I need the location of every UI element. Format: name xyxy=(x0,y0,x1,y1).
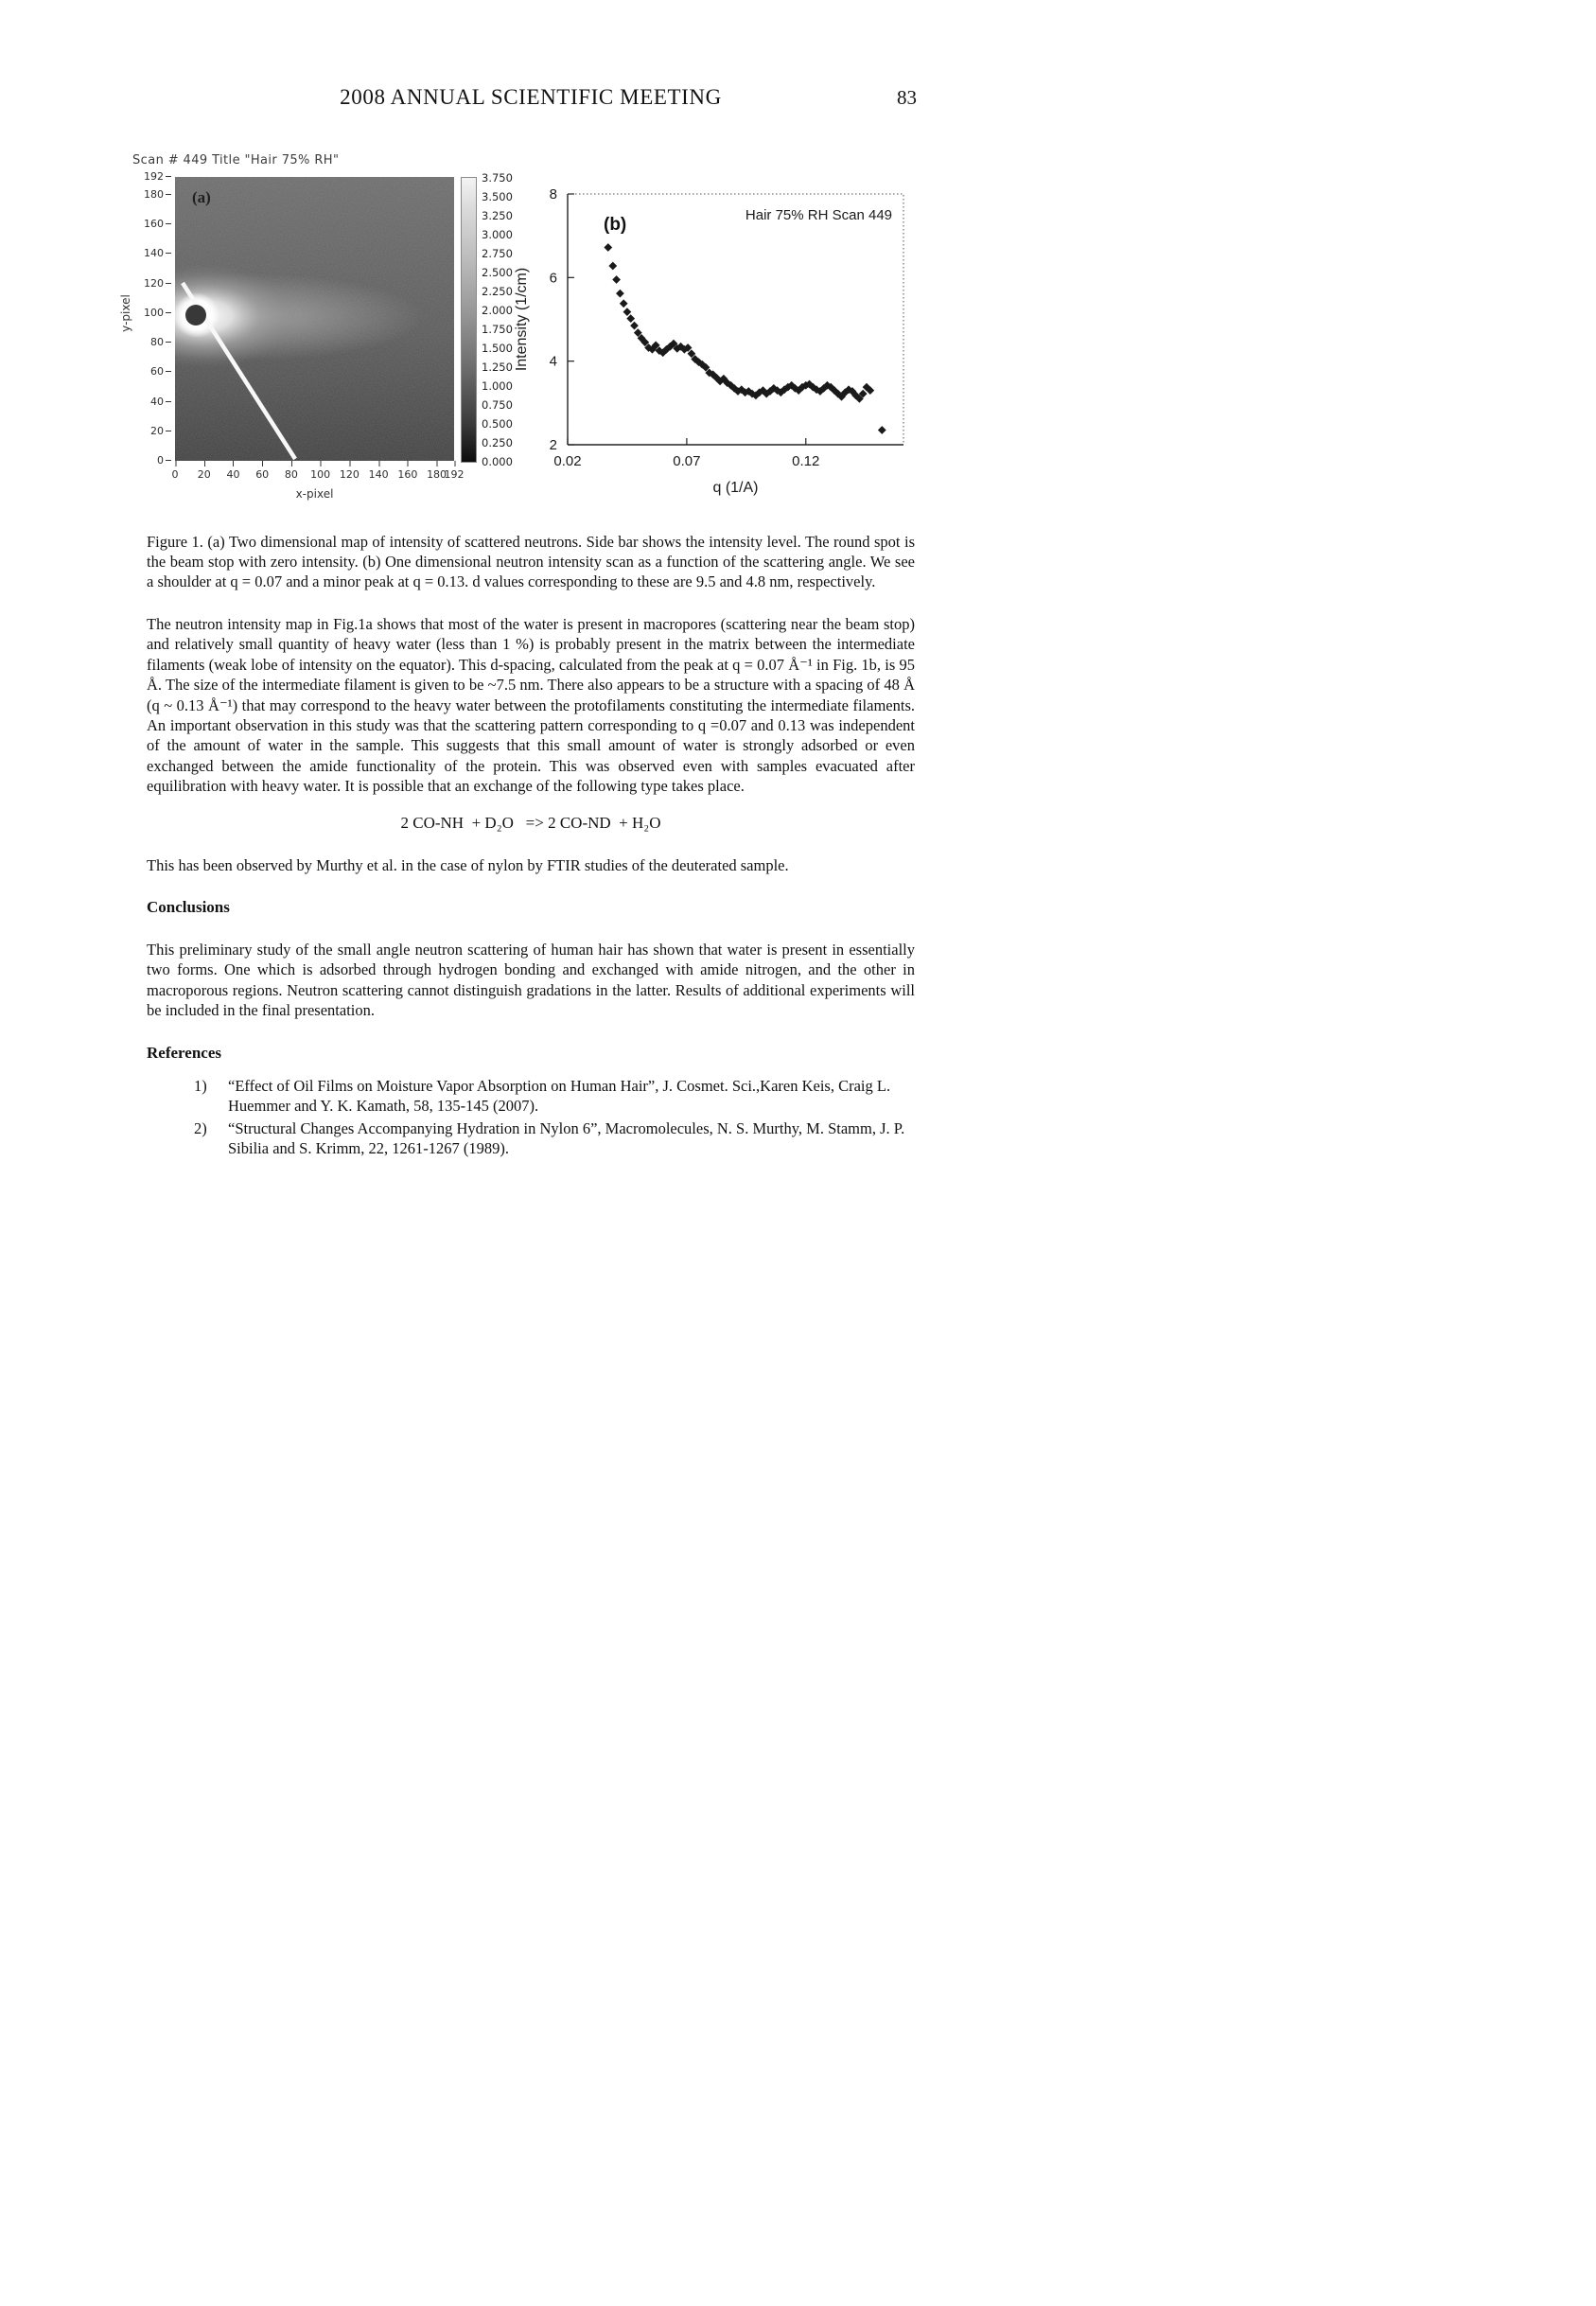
colorbar-tick-label: 1.000 xyxy=(482,379,513,393)
y-tick-label: 140 xyxy=(135,247,164,259)
y-tick-label: 8 xyxy=(549,186,557,202)
colorbar-tick-label: 3.250 xyxy=(482,209,513,222)
x-tick-label: 80 xyxy=(284,468,298,481)
x-tick-label: 180 xyxy=(427,468,447,481)
conclusions-heading: Conclusions xyxy=(147,898,230,917)
data-point xyxy=(616,290,624,298)
panel-b-scatter-plot xyxy=(511,183,937,500)
beam-stop-spot xyxy=(185,305,206,326)
colorbar-tick-label: 0.750 xyxy=(482,398,513,412)
panel-a-y-axis-label: y-pixel xyxy=(118,294,132,332)
reference-text: “Structural Changes Accompanying Hydration in Nylon 6”, Macromolecules, N. S. Murthy, M. Stamm, J. P. Sibilia and S. Krimm, 22, 1261-1267 (1989). xyxy=(228,1118,905,1157)
colorbar-tick-label: 3.500 xyxy=(482,190,513,203)
y-tick-label: 2 xyxy=(549,437,557,453)
colorbar-tick-label: 3.750 xyxy=(482,171,513,185)
y-tick-label: 192 xyxy=(135,170,164,183)
colorbar-tick-label: 2.250 xyxy=(482,285,513,298)
panel-b-y-axis-label: Intensity (1/cm) xyxy=(514,267,530,372)
colorbar-tick-label: 1.750 xyxy=(482,323,513,336)
y-tick-label: 180 xyxy=(135,188,164,201)
content-column xyxy=(118,85,917,1158)
reference-text: “Effect of Oil Films on Moisture Vapor Absorption on Human Hair”, J. Cosmet. Sci.,Karen Keis, Craig L. Huemmer and Y. K. Kamath, 58, 135-145 (2007). xyxy=(228,1076,891,1116)
data-point xyxy=(630,322,639,330)
panel-a-x-ticks xyxy=(171,468,465,482)
y-tick-label: 40 xyxy=(135,396,164,408)
panel-a-intensity-map xyxy=(175,177,454,461)
x-tick-label: 0.07 xyxy=(673,453,701,469)
x-tick-label: 0.02 xyxy=(553,453,582,469)
y-tick-label: 20 xyxy=(135,425,164,437)
y-tick-label: 60 xyxy=(135,365,164,378)
colorbar-tick-label: 2.750 xyxy=(482,247,513,260)
x-tick-label: 140 xyxy=(368,468,389,481)
reference-number: 1) xyxy=(194,1076,207,1095)
panel-b-legend: Hair 75% RH Scan 449 xyxy=(745,207,892,223)
colorbar-tick-label: 1.500 xyxy=(482,342,513,355)
y-tick-label: 120 xyxy=(135,277,164,290)
page-header xyxy=(147,85,915,114)
panel-b-x-axis-label: q (1/A) xyxy=(712,480,759,496)
colorbar-tick-label: 2.000 xyxy=(482,304,513,317)
neutron-map-image xyxy=(175,177,454,461)
x-tick-label: 60 xyxy=(255,468,270,481)
reference-item xyxy=(194,1118,915,1159)
x-tick-label: 160 xyxy=(397,468,418,481)
x-tick-label: 0.12 xyxy=(792,453,820,469)
panel-a-label: (a) xyxy=(192,188,211,206)
data-point xyxy=(612,275,621,284)
figure-1 xyxy=(118,153,915,517)
body-paragraph-1: The neutron intensity map in Fig.1a shows that most of the water is present in macropores (scattering near the beam stop) and relatively small quantity of heavy water (less than 1 %) is probably present in the matrix between the intermediate filaments (weak lobe of intensity on the equator). This d-spacing, calculated from the peak at q = 0.07 Å⁻¹ in Fig. 1b, is 95 Å. The size of the intermediate filament is given to be ~7.5 nm. There also appears to be a structure with a spacing of 48 Å (q ~ 0.13 Å⁻¹) that may correspond to the heavy water between the protofilaments constituting the intermediate filaments. An important observation in this study was that the scattering pattern corresponding to q =0.07 and 0.13 was independent of the amount of water in the sample. This suggests that this small amount of water is strongly adsorbed or even exchanged between the amide functionality of the protein. This was observed even with samples evacuated after equilibration with heavy water. It is possible that an exchange of the following type takes place. xyxy=(147,615,915,796)
reference-item xyxy=(194,1076,915,1117)
y-tick-label: 80 xyxy=(135,336,164,348)
x-tick-label: 0 xyxy=(171,468,179,481)
data-point xyxy=(623,308,632,316)
colorbar-tick-label: 1.250 xyxy=(482,361,513,374)
references-heading: References xyxy=(147,1043,221,1062)
colorbar-tick-label: 2.500 xyxy=(482,266,513,279)
reference-number: 2) xyxy=(194,1118,207,1137)
figure-caption: Figure 1. (a) Two dimensional map of intensity of scattered neutrons. Side bar shows the intensity level. The round spot is the beam stop with zero intensity. (b) One dimensional neutron intensity scan as a function of the scattering angle. We see a shoulder at q = 0.07 and a minor peak at q = 0.13. d values corresponding to these are 9.5 and 4.8 nm, respectively. xyxy=(147,533,915,590)
data-point xyxy=(620,299,628,308)
data-point xyxy=(626,314,635,323)
conclusions-paragraph: This preliminary study of the small angle neutron scattering of human hair has shown that water is present in essentially two forms. One which is adsorbed through hydrogen bonding and exchanged with amide nitrogen, and the other in macroporous regions. Neutron scattering cannot distinguish gradations in the latter. Results of additional experiments will be included in the final presentation. xyxy=(147,941,915,1020)
chemical-exchange-equation: 2 CO-NH + D₂O => 2 CO-ND + H₂O xyxy=(400,813,661,832)
colorbar-tick-label: 0.000 xyxy=(482,455,513,468)
data-point xyxy=(608,262,617,271)
y-tick-label: 6 xyxy=(549,270,557,287)
y-tick-label: 160 xyxy=(135,218,164,230)
data-point xyxy=(604,243,612,252)
panel-a-y-ticks xyxy=(143,170,171,466)
data-point xyxy=(878,426,886,434)
meeting-title: 2008 ANNUAL SCIENTIFIC MEETING xyxy=(340,85,722,109)
panel-b-label: (b) xyxy=(604,215,627,235)
y-tick-label: 0 xyxy=(135,454,164,466)
x-tick-label: 100 xyxy=(310,468,331,481)
x-tick-label: 120 xyxy=(339,468,360,481)
panel-a-scan-header: Scan # 449 Title "Hair 75% RH" xyxy=(132,153,340,167)
x-tick-label: 20 xyxy=(197,468,211,481)
y-tick-label: 100 xyxy=(135,307,164,319)
x-tick-label: 192 xyxy=(444,468,465,481)
x-tick-label: 40 xyxy=(226,468,240,481)
colorbar-tick-label: 0.500 xyxy=(482,417,513,431)
panel-a-x-axis-label: x-pixel xyxy=(295,487,334,501)
y-tick-label: 4 xyxy=(549,353,557,370)
colorbar-tick-label: 0.250 xyxy=(482,436,513,449)
body-paragraph-2: This has been observed by Murthy et al. in the case of nylon by FTIR studies of the deuterated sample. xyxy=(147,855,789,874)
intensity-colorbar xyxy=(461,177,477,463)
colorbar-tick-label: 3.000 xyxy=(482,228,513,241)
page-number: 83 xyxy=(897,86,917,109)
references-list xyxy=(147,1076,915,1159)
